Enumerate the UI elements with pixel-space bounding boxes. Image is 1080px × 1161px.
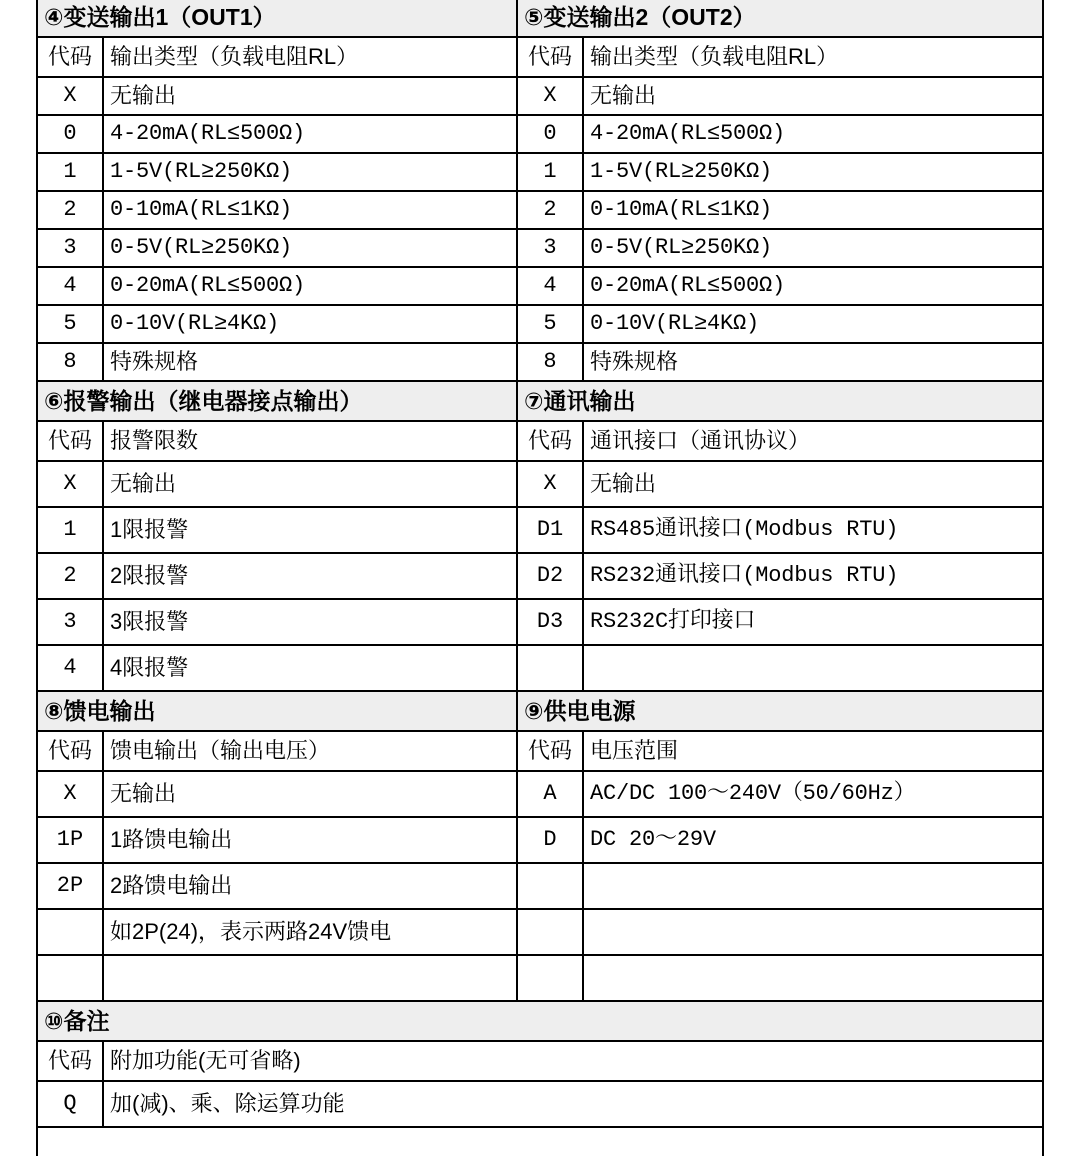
code-cell: 2 — [37, 553, 103, 599]
table-row — [37, 507, 1043, 553]
desc-cell: 0-5V(RL≥250KΩ) — [583, 229, 1043, 267]
table-row — [37, 599, 1043, 645]
code-cell: 3 — [517, 229, 583, 267]
desc-cell: RS232通讯接口(Modbus RTU) — [583, 553, 1043, 599]
table-row — [37, 553, 1043, 599]
table-row — [37, 731, 1043, 771]
code-cell: 1 — [37, 507, 103, 553]
table-row — [37, 691, 1043, 731]
code-cell: 5 — [517, 305, 583, 343]
col-code-header-5: 代码 — [517, 37, 583, 77]
desc-cell: 1限报警 — [103, 507, 517, 553]
desc-cell: RS485通讯接口(Modbus RTU) — [583, 507, 1043, 553]
desc-cell: 特殊规格 — [103, 343, 517, 381]
table-row — [37, 267, 1043, 305]
empty-cell — [103, 955, 517, 1001]
table-row — [37, 305, 1043, 343]
col-desc-header-7: 通讯接口（通讯协议） — [583, 421, 1043, 461]
code-cell: X — [37, 77, 103, 115]
code-cell: Q — [37, 1081, 103, 1127]
table-row — [37, 0, 1043, 37]
code-cell: 4 — [517, 267, 583, 305]
table-row — [37, 77, 1043, 115]
col-code-header-6: 代码 — [37, 421, 103, 461]
empty-cell — [517, 863, 583, 909]
col-desc-header-5: 输出类型（负载电阻RL） — [583, 37, 1043, 77]
desc-cell: 2限报警 — [103, 553, 517, 599]
table-row — [37, 1001, 1043, 1041]
code-cell: D3 — [517, 599, 583, 645]
code-cell: 3 — [37, 229, 103, 267]
code-cell: D1 — [517, 507, 583, 553]
table-row — [37, 421, 1043, 461]
col-desc-header-9: 电压范围 — [583, 731, 1043, 771]
table-row — [37, 191, 1043, 229]
code-cell: 1P — [37, 817, 103, 863]
table-row — [37, 343, 1043, 381]
section-header-6: ⑥报警输出（继电器接点输出） — [37, 381, 517, 421]
code-cell: 3 — [37, 599, 103, 645]
desc-cell: 0-20mA(RL≤500Ω) — [583, 267, 1043, 305]
desc-cell: 无输出 — [103, 771, 517, 817]
desc-cell: 如2P(24)，表示两路24V馈电 — [103, 909, 517, 955]
desc-cell: 0-20mA(RL≤500Ω) — [103, 267, 517, 305]
table-row — [37, 1081, 1043, 1127]
col-code-header-9: 代码 — [517, 731, 583, 771]
desc-cell: 3限报警 — [103, 599, 517, 645]
section-header-9: ⑨供电电源 — [517, 691, 1043, 731]
table-row — [37, 153, 1043, 191]
desc-cell: 1路馈电输出 — [103, 817, 517, 863]
empty-cell — [37, 909, 103, 955]
table-row — [37, 461, 1043, 507]
table-row — [37, 115, 1043, 153]
code-cell: 0 — [517, 115, 583, 153]
empty-cell — [517, 645, 583, 691]
table-row — [37, 381, 1043, 421]
section-header-8: ⑧馈电输出 — [37, 691, 517, 731]
table-row — [37, 909, 1043, 955]
code-cell: A — [517, 771, 583, 817]
spec-code-table — [36, 0, 1044, 1128]
col-code-header-8: 代码 — [37, 731, 103, 771]
desc-cell: 0-5V(RL≥250KΩ) — [103, 229, 517, 267]
table-row — [37, 37, 1043, 77]
desc-cell: 2路馈电输出 — [103, 863, 517, 909]
section-header-5: ⑤变送输出2（OUT2） — [517, 0, 1043, 37]
empty-cell — [37, 955, 103, 1001]
desc-cell: 1-5V(RL≥250KΩ) — [103, 153, 517, 191]
code-cell: X — [517, 461, 583, 507]
empty-cell — [583, 909, 1043, 955]
desc-cell: AC/DC 100～240V（50/60Hz） — [583, 771, 1043, 817]
code-cell: D2 — [517, 553, 583, 599]
code-cell: 1 — [517, 153, 583, 191]
code-cell: 1 — [37, 153, 103, 191]
section-header-4: ④变送输出1（OUT1） — [37, 0, 517, 37]
code-cell: 4 — [37, 267, 103, 305]
section-header-7: ⑦通讯输出 — [517, 381, 1043, 421]
col-code-header-7: 代码 — [517, 421, 583, 461]
code-cell: 0 — [37, 115, 103, 153]
table-row — [37, 1041, 1043, 1081]
desc-cell: 加(减)、乘、除运算功能 — [103, 1081, 1043, 1127]
desc-cell: 0-10mA(RL≤1KΩ) — [103, 191, 517, 229]
desc-cell: DC 20～29V — [583, 817, 1043, 863]
desc-cell: 无输出 — [583, 461, 1043, 507]
desc-cell: 0-10V(RL≥4KΩ) — [583, 305, 1043, 343]
table-row — [37, 955, 1043, 1001]
desc-cell: 0-10V(RL≥4KΩ) — [103, 305, 517, 343]
code-cell: 2 — [37, 191, 103, 229]
desc-cell: 1-5V(RL≥250KΩ) — [583, 153, 1043, 191]
table-row — [37, 771, 1043, 817]
table-row — [37, 863, 1043, 909]
code-cell: X — [37, 771, 103, 817]
desc-cell: 4限报警 — [103, 645, 517, 691]
col-code-header-4: 代码 — [37, 37, 103, 77]
desc-cell: 特殊规格 — [583, 343, 1043, 381]
table-row — [37, 817, 1043, 863]
col-desc-header-6: 报警限数 — [103, 421, 517, 461]
code-cell: 4 — [37, 645, 103, 691]
desc-cell: 无输出 — [103, 77, 517, 115]
col-code-header-10: 代码 — [37, 1041, 103, 1081]
desc-cell: 4-20mA(RL≤500Ω) — [103, 115, 517, 153]
code-cell: 2 — [517, 191, 583, 229]
code-cell: 8 — [37, 343, 103, 381]
desc-cell: 0-10mA(RL≤1KΩ) — [583, 191, 1043, 229]
code-cell: X — [37, 461, 103, 507]
code-cell: 8 — [517, 343, 583, 381]
empty-cell — [583, 955, 1043, 1001]
code-cell: X — [517, 77, 583, 115]
col-desc-header-10: 附加功能(无可省略) — [103, 1041, 1043, 1081]
col-desc-header-8: 馈电输出（输出电压） — [103, 731, 517, 771]
table-row — [37, 645, 1043, 691]
desc-cell: RS232C打印接口 — [583, 599, 1043, 645]
code-cell: D — [517, 817, 583, 863]
desc-cell: 4-20mA(RL≤500Ω) — [583, 115, 1043, 153]
code-cell: 2P — [37, 863, 103, 909]
code-cell: 5 — [37, 305, 103, 343]
desc-cell: 无输出 — [583, 77, 1043, 115]
empty-cell — [517, 955, 583, 1001]
col-desc-header-4: 输出类型（负载电阻RL） — [103, 37, 517, 77]
desc-cell: 无输出 — [103, 461, 517, 507]
table-row — [37, 229, 1043, 267]
empty-cell — [583, 645, 1043, 691]
section-header-10: ⑩备注 — [37, 1001, 1043, 1041]
empty-cell — [517, 909, 583, 955]
empty-cell — [583, 863, 1043, 909]
